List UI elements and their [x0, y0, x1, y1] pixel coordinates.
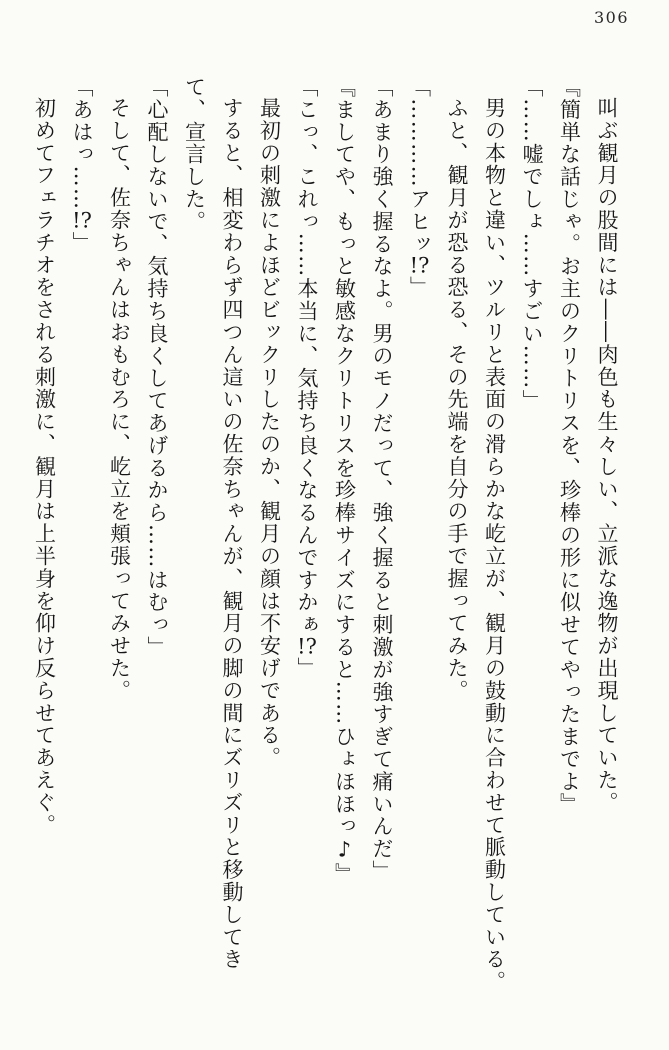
- dialogue-line: 「あはっ……!?」: [70, 76, 94, 254]
- dialogue-line: 「こっ、これっ……本当に、気持ち良くなるんですかぁ!?」: [295, 76, 319, 680]
- narration-line: 初めてフェラチオをされる刺激に、観月は上半身を仰け反らせてあえぐ。: [32, 97, 57, 837]
- dialogue-line: 『ましてや、もっと敏感なクリトリスを珍棒サイズにすると……ひょほほっ♪』: [332, 76, 357, 886]
- narration-line: すると、相変わらず四つん這いの佐奈ちゃんが、観月の脚の間にズリズリと移動してきて、宣言した。: [182, 76, 244, 971]
- narration-line: ふと、観月が恐る恐る、その先端を自分の手で握ってみた。: [445, 97, 469, 702]
- dialogue-line: 『簡単な話じゃ。お主のクリトリスを、珍棒の形に似せてやったまでよ』: [557, 76, 582, 816]
- narration-line: 叫ぶ観月の股間には――肉色も生々しい、立派な逸物が出現していた。: [595, 97, 619, 814]
- vertical-text-block: [21, 76, 625, 996]
- dialogue-line: 「……嘘でしょ……すごい……」: [520, 76, 544, 412]
- dialogue-line: 「心配しないで、気持ち良くしてあげるから……はむっ」: [145, 76, 169, 659]
- narration-line: 最初の刺激によほどビックリしたのか、観月の顔は不安げである。: [257, 97, 282, 769]
- page-number: 306: [594, 8, 630, 27]
- dialogue-line: 「…………アヒッ!?」: [407, 76, 432, 299]
- narration-line: 男の本物と違い、ツルリと表面の滑らかな屹立が、観月の鼓動に合わせて脈動している。: [482, 97, 507, 993]
- narration-line: そして、佐奈ちゃんはおもむろに、屹立を頬張ってみせた。: [107, 97, 132, 702]
- dialogue-line: 「あまり強く握るなよ。男のモノだって、強く握ると刺激が強すぎて痛いんだ」: [370, 76, 394, 883]
